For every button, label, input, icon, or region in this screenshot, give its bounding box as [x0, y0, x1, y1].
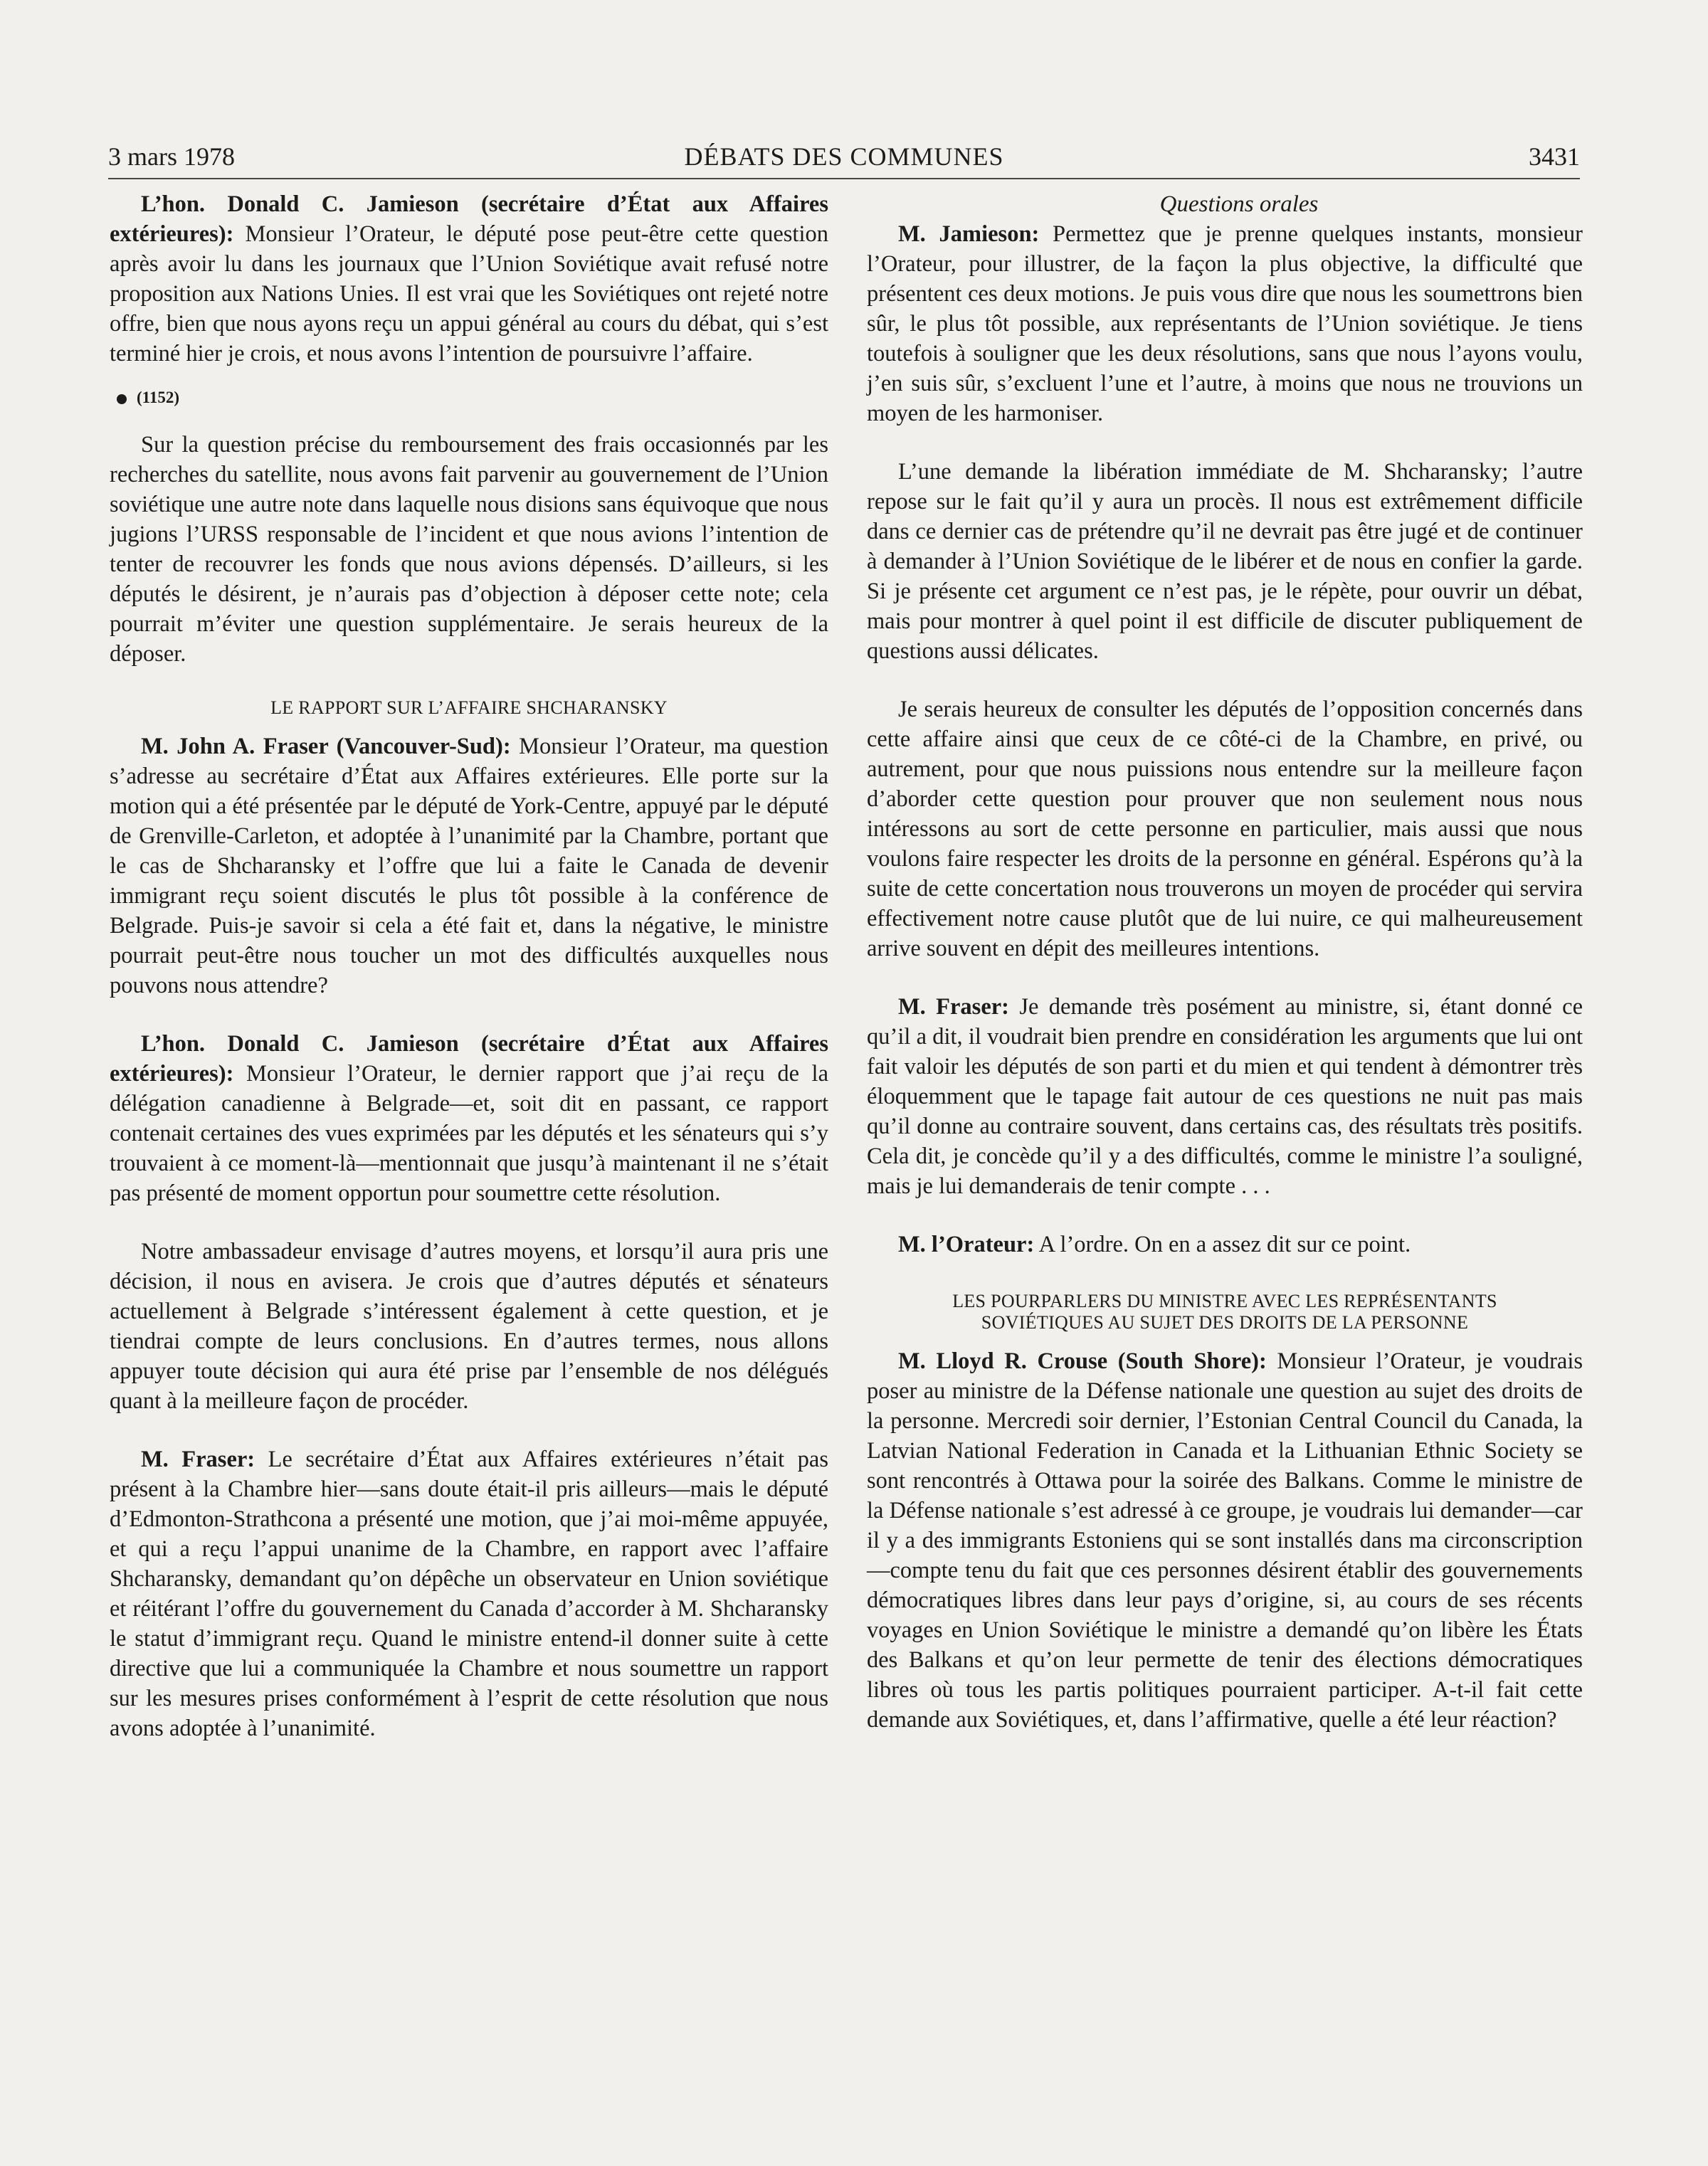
- paragraph: Je serais heureux de consulter les députés de l’opposition concernés dans cette affaire ainsi que ceux de ce côté-ci de la Chambre, en privé, ou autrement, pour que nous puissions nous entendre sur la meilleure façon d’aborder cette question pour prouver que non seulement nous nous intéressons au sort de cette personne en particulier, mais aussi que nous voulons faire respecter les droits de la personne en général. Espérons qu’à la suite de cette concertation nous trouverons un moyen de procéder qui servira effectivement notre cause plutôt que de lui nuire, ce qui malheureusement arrive souvent en dépit des meilleures intentions.: [867, 697, 1583, 961]
- speaker-name: L’hon. Donald C. Jamieson (secrétaire d’État aux Affaires extérieures):: [110, 1031, 828, 1087]
- speech-text: A l’ordre. On en a assez dit sur ce point.: [1034, 1232, 1411, 1257]
- page-header: [108, 137, 1580, 176]
- header-date: 3 mars 1978: [108, 142, 235, 171]
- section-heading: LE RAPPORT SUR L’AFFAIRE SHCHARANSKY: [270, 697, 668, 718]
- paragraph: [867, 992, 1583, 1201]
- section-heading: LES POURPARLERS DU MINISTRE AVEC LES REPRÉSENTANTS SOVIÉTIQUES AU SUJET DES DROITS DE LA PERSONNE: [952, 1291, 1497, 1333]
- bullet-icon: [117, 394, 127, 404]
- header-title: DÉBATS DES COMMUNES: [684, 142, 1004, 171]
- speech-text: Monsieur l’Orateur, ma question s’adresse au secrétaire d’État aux Affaires extérieures. Elle porte sur la motion qui a été présentée par le député de York-Centre, appuyé par le député de Grenville-Carleton, et adoptée à l’unanimité par la Chambre, portant que le cas de Shcharansky et l’offre que lui a faite le Canada de devenir immigrant reçu soient discutés le plus tôt possible à la conférence de Belgrade. Puis-je savoir si cela a été fait et, dans la négative, le ministre pourrait peut-être nous toucher un mot des difficultés auxquelles nous pouvons nous attendre?: [110, 734, 828, 998]
- speech-text: Je demande très posément au ministre, si, étant donné ce qu’il a dit, il voudrait bien prendre en considération les arguments que lui ont fait valoir les députés de son parti et du mien et qui tendent à démontrer très éloquemment que le tapage fait autour de ces questions ne nuit pas mais qu’il donne au contraire souvent, dans certains cas, des résultats très positifs. Cela dit, je concède qu’il y a des difficultés, comme le ministre l’a souligné, mais je lui demanderais de tenir compte . . .: [867, 994, 1583, 1199]
- time-marker-text: (1152): [137, 389, 180, 406]
- speech-text: Monsieur l’Orateur, le dernier rapport que j’ai reçu de la délégation canadienne à Belgrade—et, soit dit en passant, ce rapport contenait certaines des vues exprimées par les députés et les sénateurs qui s’y trouvaient à ce moment-là—mentionnait que jusqu’à maintenant il ne s’était pas présenté de moment opportun pour soumettre cette résolution.: [110, 1061, 828, 1206]
- paragraph: [867, 1346, 1583, 1735]
- speech-text: Monsieur l’Orateur, le député pose peut-être cette question après avoir lu dans les journaux que l’Union Soviétique avait refusé notre proposition aux Nations Unies. Il est vrai que les Soviétiques ont rejeté notre offre, bien que nous ayons reçu un appui général au cours du débat, qui s’est terminé hier je crois, et nous avons l’intention de poursuivre l’affaire.: [110, 221, 828, 366]
- paragraph: [110, 1444, 828, 1743]
- speaker-name: M. Fraser:: [898, 994, 1010, 1020]
- paragraph: [110, 731, 828, 1000]
- speech-text: Le secrétaire d’État aux Affaires extérieures n’était pas présent à la Chambre hier—sans doute était-il pris ailleurs—mais le député d’Edmonton-Strathcona a présenté une motion, que j’ai moi-même appuyée, et qui a reçu l’appui unanime de la Chambre, en rapport avec l’affaire Shcharansky, demandant qu’on dépêche un observateur en Union soviétique et réitérant l’offre du gouvernement du Canada d’accorder à M. Shcharansky le statut d’immigrant reçu. Quand le ministre entend-il donner suite à cette directive que lui a communiquée la Chambre et nous soumettre un rapport sur les mesures prises conformément à l’esprit de cette résolution que nous avons adoptée à l’unanimité.: [110, 1447, 828, 1741]
- paragraph: [867, 219, 1583, 428]
- paragraph: Notre ambassadeur envisage d’autres moyens, et lorsqu’il aura pris une décision, il nous en avisera. Je crois que d’autres députés et sénateurs actuellement à Belgrade s’intéressent également à cette question, et je tiendrai compte de leurs conclusions. En d’autres termes, nous allons appuyer toute décision qui aura été prise par l’ensemble de nos délégués quant à la meilleure façon de procéder.: [110, 1239, 828, 1414]
- paragraph: [110, 189, 828, 369]
- speaker-name: M. l’Orateur:: [898, 1232, 1035, 1257]
- speaker-name: M. Lloyd R. Crouse (South Shore):: [898, 1348, 1267, 1374]
- section-label: Questions orales: [1159, 191, 1319, 217]
- paragraph: [110, 1029, 828, 1208]
- speech-text: Permettez que je prenne quelques instants, monsieur l’Orateur, pour illustrer, de la façon la plus objective, la difficulté que présentent ces deux motions. Je puis vous dire que nous les soumettrons bien sûr, le plus tôt possible, aux représentants de l’Union soviétique. Je tiens toutefois à souligner que les deux résolutions, sans que nous l’ayons voulu, j’en suis sûr, s’excluent l’une et l’autre, à moins que nous ne trouvions un moyen de les harmoniser.: [867, 221, 1583, 426]
- speaker-name: M. Fraser:: [141, 1447, 255, 1472]
- paragraph: L’une demande la libération immédiate de M. Shcharansky; l’autre repose sur le fait qu’il y aura un procès. Il nous est extrêmement difficile dans ce dernier cas de prétendre qu’il ne devrait pas être jugé et de continuer à demander à l’Union Soviétique de le libérer et de nous en confier la garde. Si je présente cet argument ce n’est pas, je le répète, pour ouvrir un débat, mais pour montrer à quel point il est difficile de discuter publiquement de questions aussi délicates.: [867, 459, 1583, 664]
- paragraph: Sur la question précise du remboursement des frais occasionnés par les recherches du satellite, nous avons fait parvenir au gouvernement de l’Union soviétique une autre note dans laquelle nous disions sans équivoque que nous jugions l’URSS responsable de l’incident et que nous avions l’intention de tenter de recouvrer les fonds que nous avions dépensés. D’ailleurs, si les députés le désirent, je n’aurais pas d’objection à déposer cette note; cela pourrait m’éviter une question supplémentaire. Je serais heureux de la déposer.: [110, 432, 828, 667]
- time-marker: [110, 387, 828, 408]
- speaker-name: M. John A. Fraser (Vancouver-Sud):: [141, 734, 511, 759]
- page-number: 3431: [1529, 142, 1580, 171]
- speaker-name: M. Jamieson:: [898, 221, 1040, 247]
- paragraph: [867, 1230, 1583, 1259]
- speaker-name: L’hon. Donald C. Jamieson (secrétaire d’État aux Affaires extérieures):: [110, 191, 828, 247]
- right-column: [867, 189, 1583, 1735]
- speech-text: Monsieur l’Orateur, je voudrais poser au ministre de la Défense nationale une question au sujet des droits de la personne. Mercredi soir dernier, l’Estonian Central Council du Canada, la Latvian National Federation in Canada et la Lithuanian Ethnic Society se sont rencontrés à Ottawa pour la soirée des Balkans. Comme le ministre de la Défense nationale s’est adressé à ce groupe, je voudrais lui demander—car il y a des immigrants Estoniens qui se sont installés dans ma circonscription—compte tenu du fait que ces personnes désirent établir des gouvernements démocratiques libres dans leur pays d’origine, si, au cours de ses récents voyages en Union Soviétique le ministre a demandé qu’on libère les États des Balkans et qu’on leur permette de tenir des élections démocratiques libres où tous les partis politiques pourraient participer. A-t-il fait cette demande aux Soviétiques, et, dans l’affirmative, quelle a été leur réaction?: [867, 1348, 1583, 1733]
- left-column: [110, 189, 828, 1743]
- header-rule: [108, 178, 1580, 179]
